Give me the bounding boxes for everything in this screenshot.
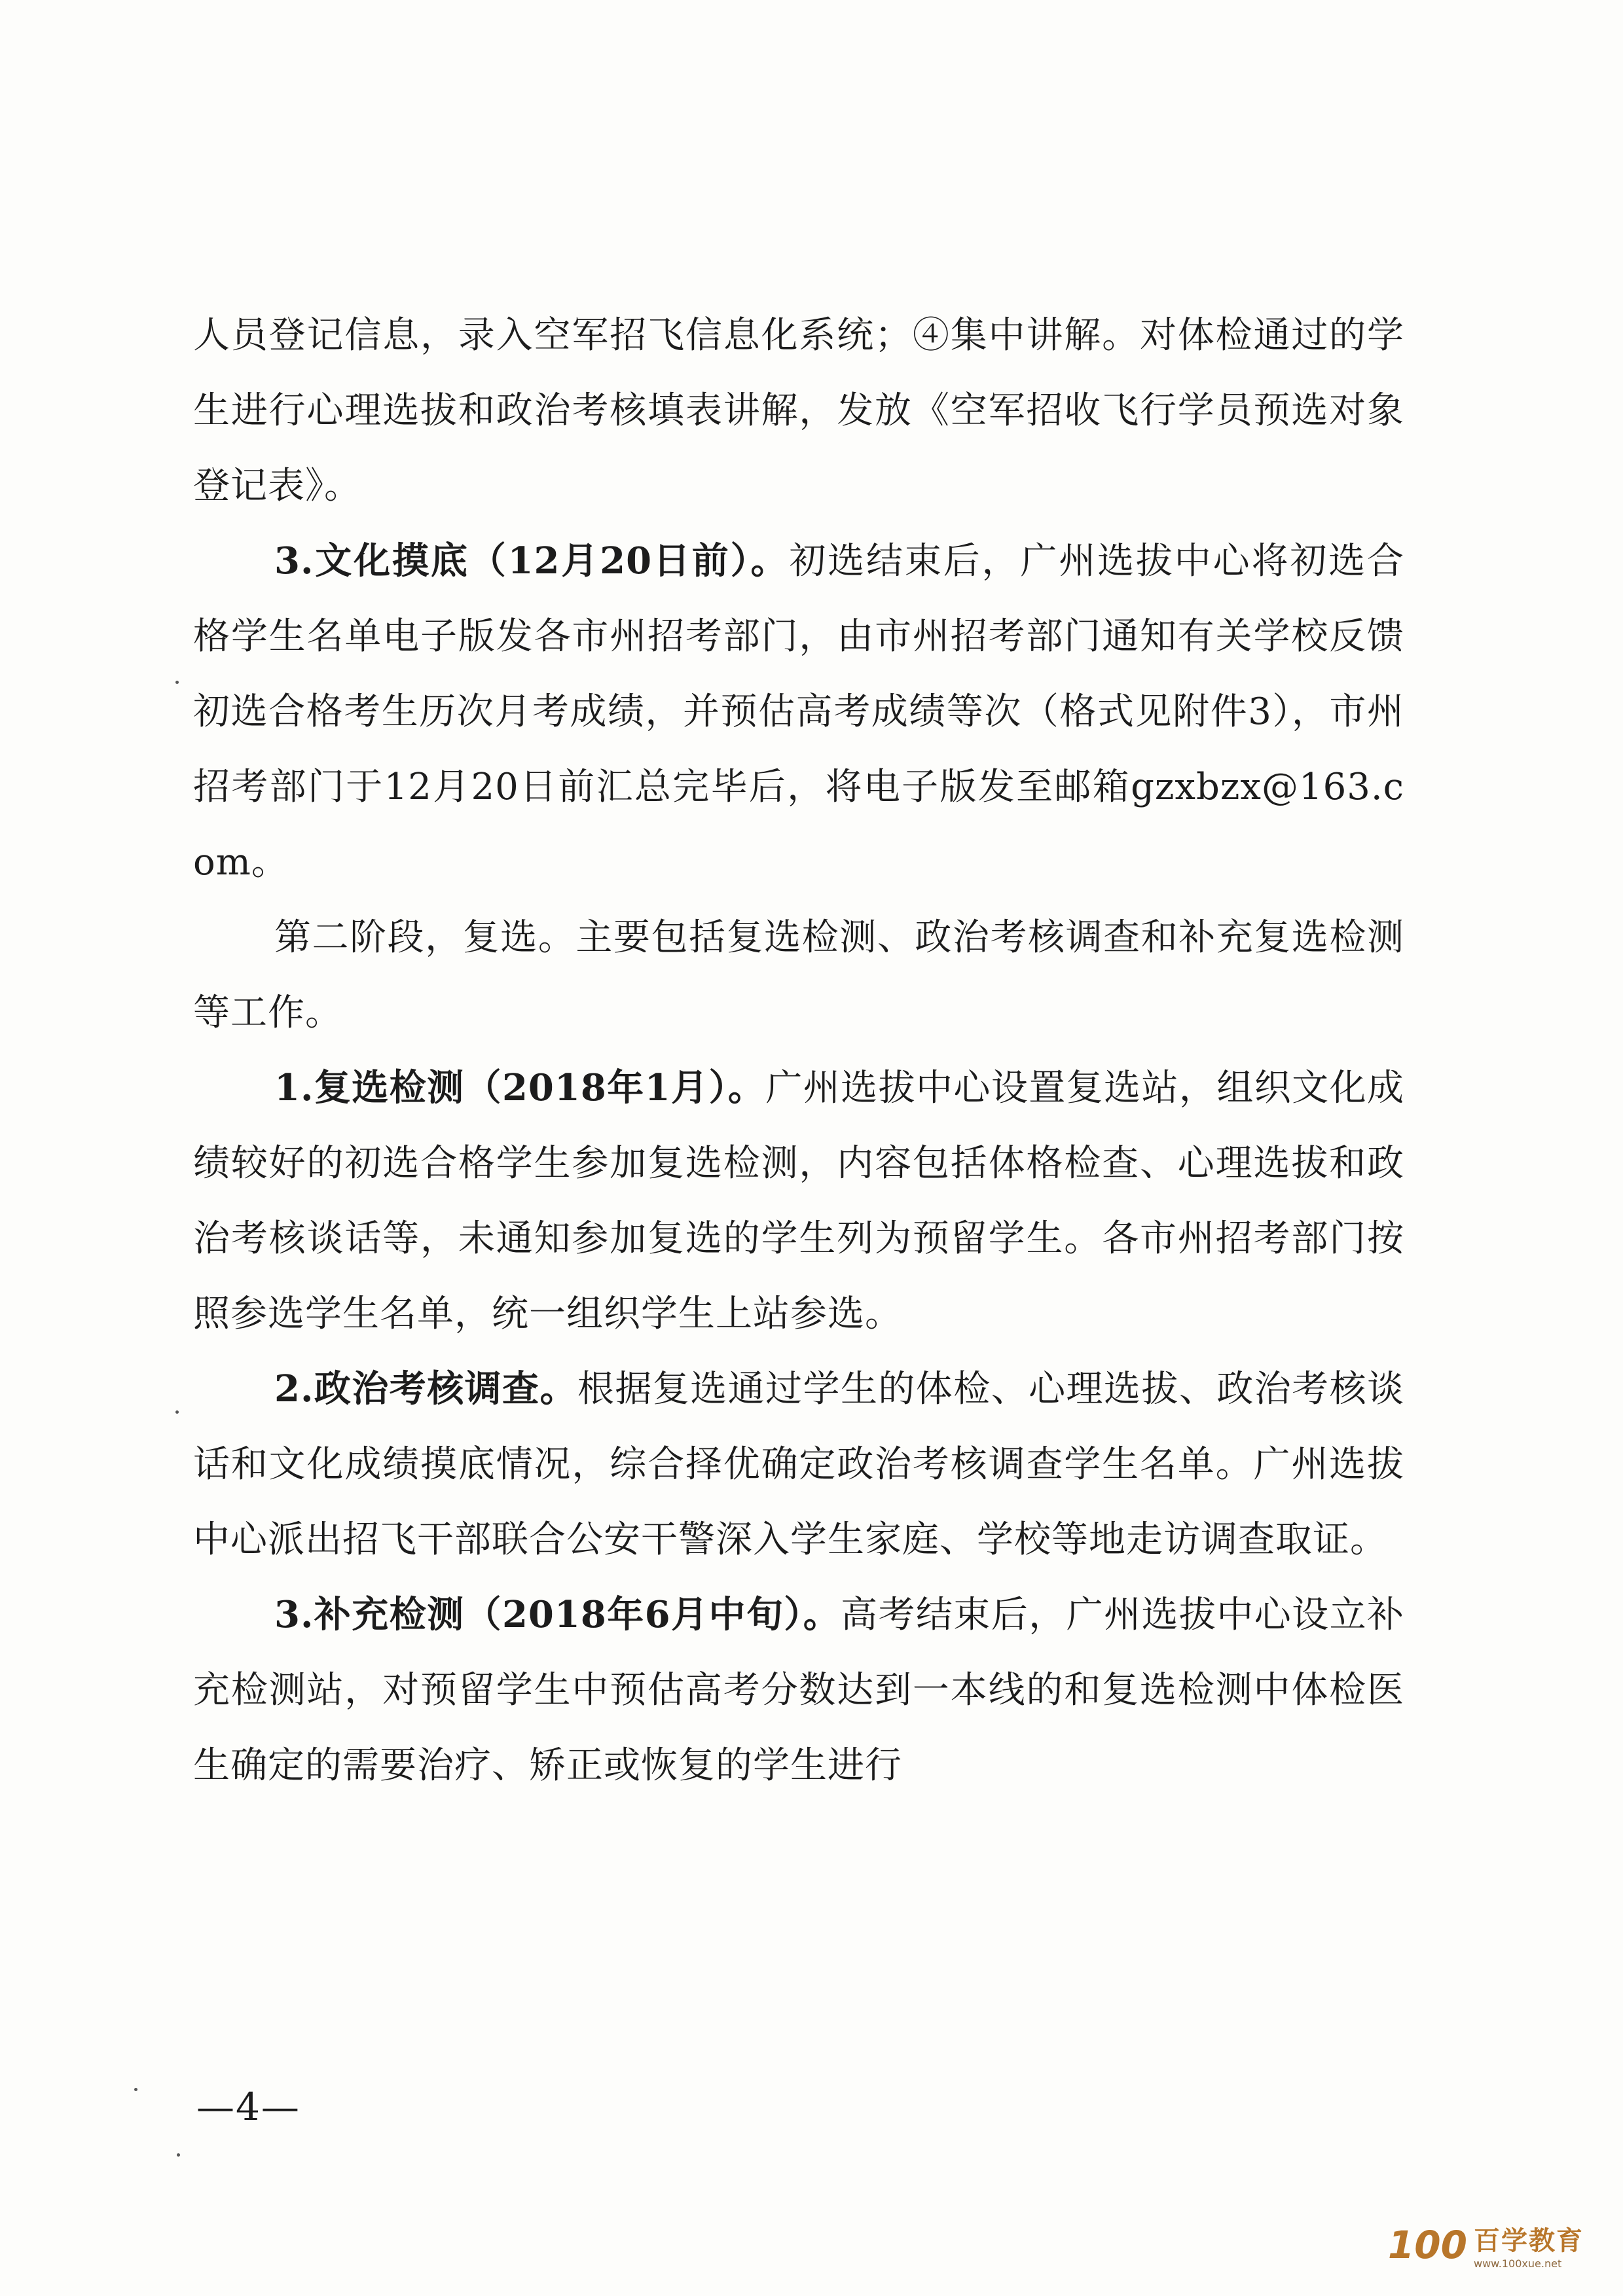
watermark-brand-name: 百学教育 bbox=[1474, 2226, 1584, 2256]
paragraph-6-heading: 3.补充检测（2018年6月中旬）。 bbox=[274, 1593, 841, 1636]
scan-speck bbox=[177, 2153, 180, 2157]
paragraph-5: 2.政治考核调查。根据复选通过学生的体检、心理选拔、政治考核谈话和文化成绩摸底情况，综合择优确定政治考核调查学生名单。广州选拔中心派出招飞干部联合公安干警深入学生家庭、学校等地走访调查取证。 bbox=[193, 1367, 1404, 1561]
paragraph-2-heading: 3.文化摸底（12月20日前）。 bbox=[274, 539, 790, 583]
body-text bbox=[193, 298, 1404, 1803]
watermark bbox=[1388, 2220, 1584, 2270]
scan-speck bbox=[134, 2088, 137, 2091]
scan-speck bbox=[175, 681, 179, 684]
page-number: —4— bbox=[196, 2085, 301, 2129]
watermark-logo-icon: 100 bbox=[1387, 2223, 1467, 2267]
paragraph-3: 第二阶段，复选。主要包括复选检测、政治考核调查和补充复选检测等工作。 bbox=[193, 916, 1404, 1034]
scan-speck bbox=[175, 1410, 179, 1414]
paragraph-1: 人员登记信息，录入空军招飞信息化系统；④集中讲解。对体检通过的学生进行心理选拔和政治考核填表讲解，发放《空军招收飞行学员预选对象登记表》。 bbox=[193, 314, 1404, 507]
paragraph-4: 1.复选检测（2018年1月）。广州选拔中心设置复选站，组织文化成绩较好的初选合格学生参加复选检测，内容包括体格检查、心理选拔和政治考核谈话等，未通知参加复选的学生列为预留学生。各市州招考部门按照参选学生名单，统一组织学生上站参选。 bbox=[193, 1066, 1404, 1335]
paragraph-5-heading: 2.政治考核调查。 bbox=[274, 1367, 577, 1410]
paragraph-6: 3.补充检测（2018年6月中旬）。高考结束后，广州选拔中心设立补充检测站，对预留学生中预估高考分数达到一本线的和复选检测中体检医生确定的需要治疗、矫正或恢复的学生进行 bbox=[193, 1593, 1404, 1787]
watermark-text bbox=[1474, 2220, 1584, 2270]
watermark-site: www.100xue.net bbox=[1474, 2257, 1562, 2270]
paragraph-2: 3.文化摸底（12月20日前）。初选结束后，广州选拔中心将初选合格学生名单电子版发各市州招考部门，由市州招考部门通知有关学校反馈初选合格考生历次月考成绩，并预估高考成绩等次（格式见附件3），市州招考部门于12月20日前汇总完毕后，将电子版发至邮箱gzxbzx@163.com。 bbox=[193, 539, 1404, 884]
paragraph-4-heading: 1.复选检测（2018年1月）。 bbox=[274, 1066, 766, 1109]
